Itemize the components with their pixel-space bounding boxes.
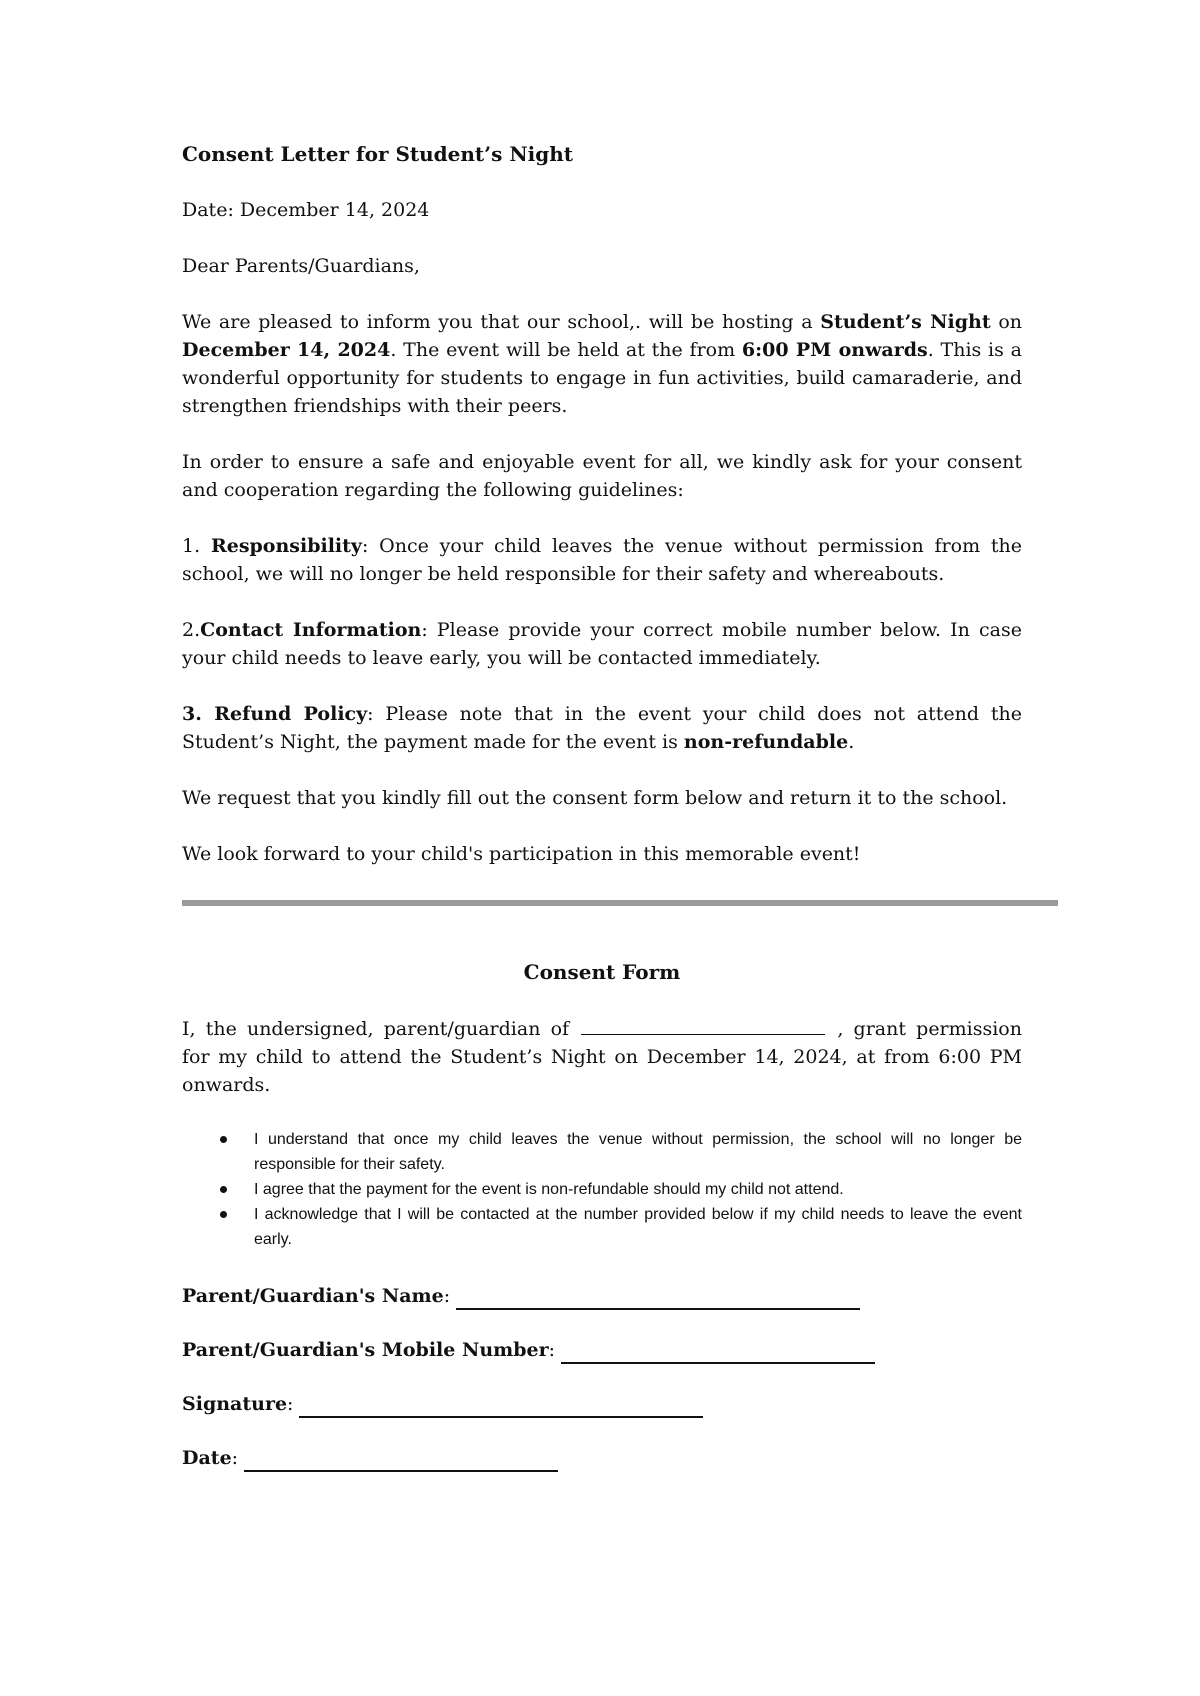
guideline-refund-policy: 3. Refund Policy: Please note that in the event your child does not attend the Student’s Night, the payment made for the event is non-refundable. (182, 703, 1023, 753)
consent-acknowledgements-list (182, 1127, 1022, 1252)
letter-salutation: Dear Parents/Guardians, (182, 255, 420, 277)
letter-title: Consent Letter for Student’s Night (182, 142, 573, 166)
parent-name-input-line[interactable] (456, 1288, 860, 1310)
child-name-blank[interactable] (581, 1014, 825, 1035)
bullet-icon (220, 1186, 227, 1193)
list-item: I acknowledge that I will be contacted at the number provided below if my child needs to leave the event early. (254, 1202, 1022, 1252)
signature-field: Signature : (182, 1390, 1022, 1418)
date-label: Date (182, 1447, 232, 1469)
parent-mobile-label: Parent/Guardian's Mobile Number (182, 1339, 549, 1361)
signature-label: Signature (182, 1393, 288, 1415)
consent-form-title: Consent Form (523, 960, 681, 984)
date-field: Date : (182, 1444, 1022, 1472)
letter-date: Date: December 14, 2024 (182, 199, 430, 221)
letter-intro-paragraph: We are pleased to inform you that our school,. will be hosting a Student’s Night on December 14, 2024. The event will be held at the from 6:00 PM onwards. This is a wonderful opportunity for students to engage in fun activities, build camaraderie, and strengthen friendships with their peers. (182, 311, 1022, 417)
bullet-icon (220, 1136, 227, 1143)
guideline-contact-information: 2.Contact Information: Please provide your correct mobile number below. In case your child needs to leave early, you will be contacted immediately. (182, 619, 1022, 669)
event-time: 6:00 PM onwards (741, 339, 928, 361)
section-divider (182, 900, 1058, 906)
event-date: December 14, 2024 (182, 339, 391, 361)
parent-name-field: Parent/Guardian's Name : (182, 1282, 1022, 1310)
document-page (182, 140, 1022, 1498)
date-input-line[interactable] (244, 1450, 558, 1472)
event-name: Student’s Night (820, 311, 991, 333)
parent-mobile-input-line[interactable] (561, 1342, 875, 1364)
letter-request: We request that you kindly fill out the consent form below and return it to the school. (182, 787, 1008, 809)
signature-input-line[interactable] (299, 1396, 703, 1418)
list-item: I understand that once my child leaves the venue without permission, the school will no longer be responsible for their safety. (254, 1127, 1022, 1177)
guidelines-intro: In order to ensure a safe and enjoyable event for all, we kindly ask for your consent and cooperation regarding the following guidelines: (182, 451, 1022, 501)
parent-name-label: Parent/Guardian's Name (182, 1285, 444, 1307)
parent-mobile-field: Parent/Guardian's Mobile Number : (182, 1336, 1022, 1364)
consent-statement: I, the undersigned, parent/guardian of , grant permission for my child to attend the Student’s Night on December 14, 2024, at from 6:00 PM onwards. (182, 1014, 1022, 1099)
guideline-responsibility: 1. Responsibility: Once your child leaves the venue without permission from the school, we will no longer be held responsible for their safety and whereabouts. (182, 535, 1022, 585)
bullet-icon (220, 1211, 227, 1218)
letter-closing: We look forward to your child's participation in this memorable event! (182, 843, 861, 865)
list-item: I agree that the payment for the event is non-refundable should my child not attend. (254, 1177, 1022, 1202)
